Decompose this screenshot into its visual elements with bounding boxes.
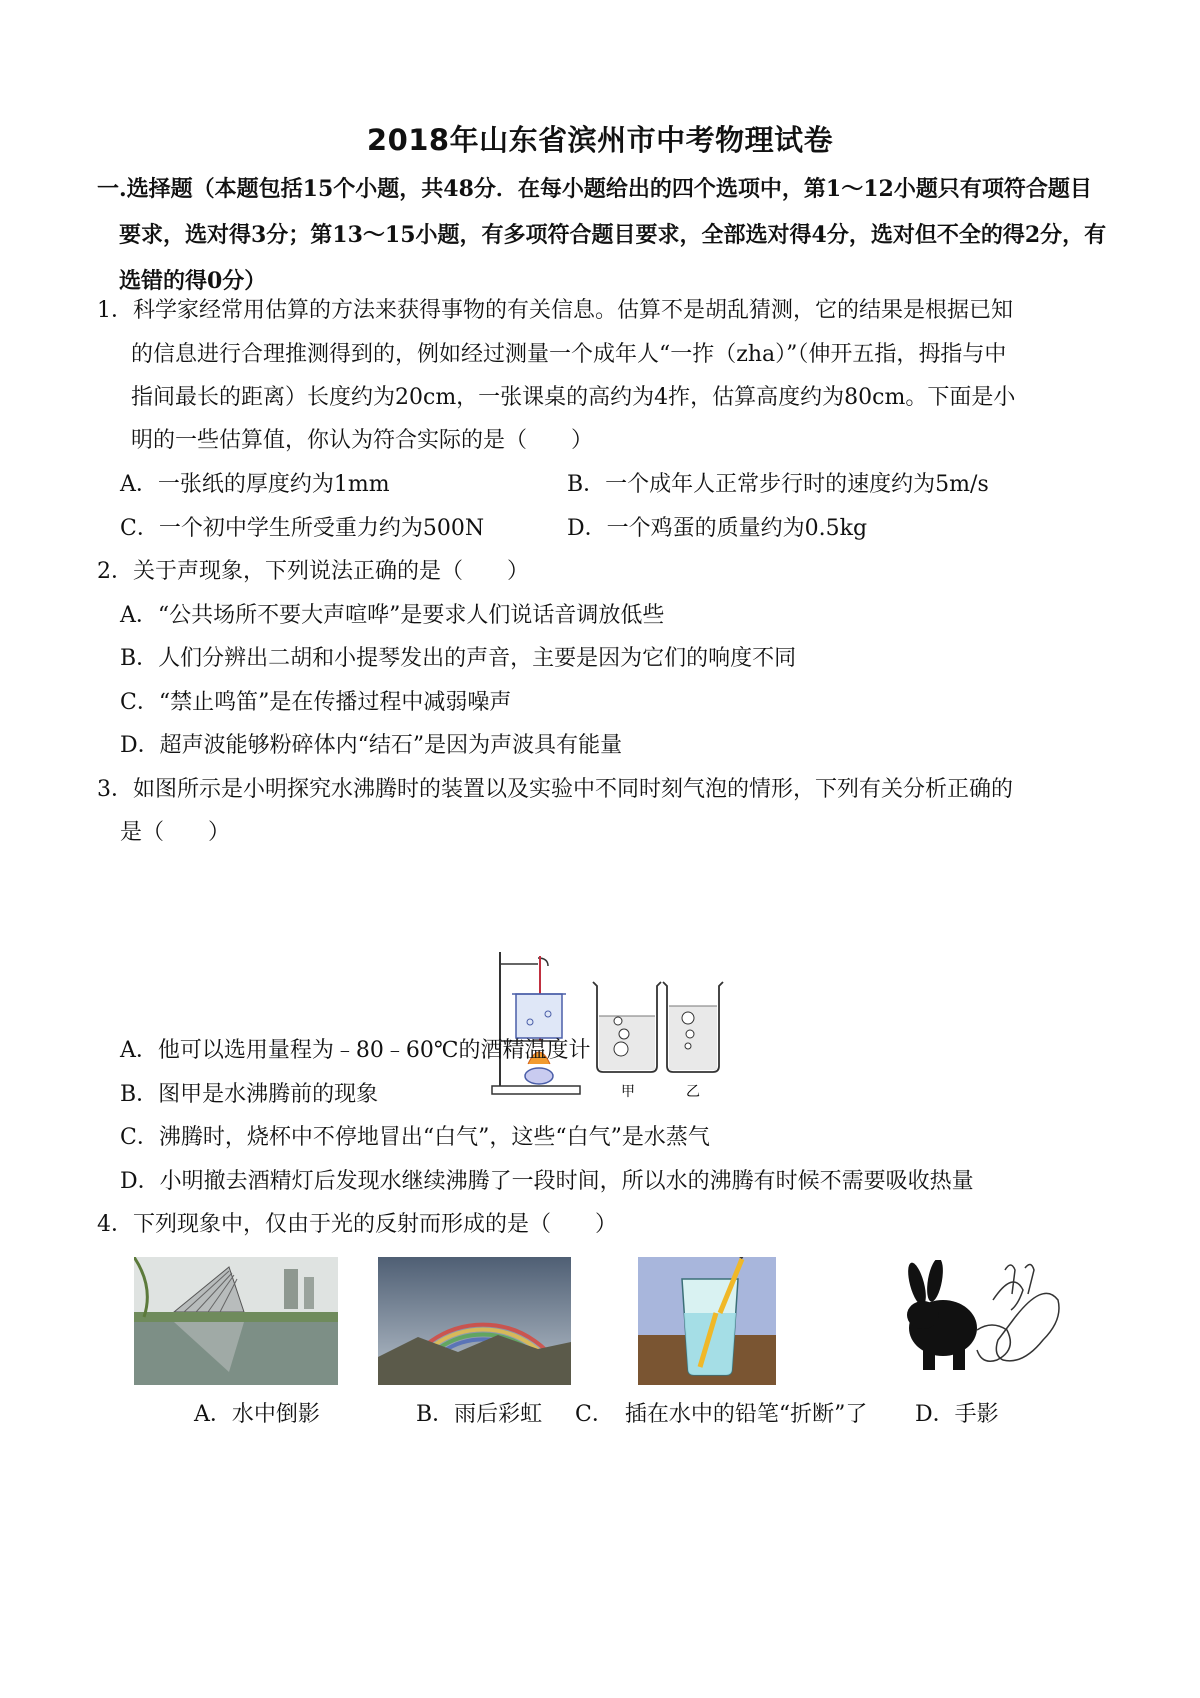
rainbow-photo — [378, 1257, 571, 1385]
q3-option-a: A．他可以选用量程为﹣80﹣60℃的酒精温度计 — [120, 1038, 591, 1063]
pencil-in-water-photo — [638, 1257, 776, 1385]
q3-option-b: B．图甲是水沸腾前的现象 — [120, 1082, 379, 1107]
q4-caption-a: A．水中倒影 — [194, 1402, 320, 1427]
q3-option-d: D．小明撤去酒精灯后发现水继续沸腾了一段时间，所以水的沸腾有时候不需要吸收热量 — [120, 1169, 974, 1194]
q1-line-3: 指间最长的距离）长度约为20cm，一张课桌的高约为4拃，估算高度约为80cm。下面是小 — [131, 385, 1016, 410]
q3-line-2: 是（ ） — [120, 820, 231, 845]
q1-line-4: 明的一些估算值，你认为符合实际的是（ ） — [131, 428, 594, 453]
figure-label-jia: 甲 — [621, 1084, 635, 1100]
q3-option-c: C．沸腾时，烧杯中不停地冒出“白气”，这些“白气”是水蒸气 — [120, 1125, 710, 1150]
reflection-photo — [134, 1257, 338, 1385]
hand-shadow-image — [893, 1260, 1075, 1388]
q2-option-a: A．“公共场所不要大声喧哗”是要求人们说话音调放低些 — [120, 603, 665, 628]
q1-line-2: 的信息进行合理推测得到的，例如经过测量一个成年人“一拃（zha）”（伸开五指，拇指与中 — [131, 342, 1007, 367]
q2-option-b: B．人们分辨出二胡和小提琴发出的声音，主要是因为它们的响度不同 — [120, 646, 797, 671]
q4-caption-d: D．手影 — [915, 1402, 999, 1427]
q1-option-b: B．一个成年人正常步行时的速度约为5m/s — [567, 472, 989, 497]
q1-option-c: C．一个初中学生所受重力约为500N — [120, 516, 485, 541]
q4-stem: 4．下列现象中，仅由于光的反射而形成的是（ ） — [97, 1212, 617, 1237]
q3-line-1: 3．如图所示是小明探究水沸腾时的装置以及实验中不同时刻气泡的情形，下列有关分析正确的 — [97, 777, 1014, 802]
q4-caption-c: C． 插在水中的铅笔“折断”了 — [575, 1402, 868, 1427]
section-heading: 一.选择题（本题包括15个小题，共48分．在每小题给出的四个选项中，第1～12小题只有项符合题目要求，选对得3分；第13～15小题，有多项符合题目要求，全部选对得4分，选对但不全的得2分，有选错的得0分） — [97, 176, 1107, 294]
page-title: 2018年山东省滨州市中考物理试卷 — [366, 123, 834, 157]
q1-option-a: A．一张纸的厚度约为1mm — [120, 472, 390, 497]
q2-option-d: D．超声波能够粉碎体内“结石”是因为声波具有能量 — [120, 733, 623, 758]
boiling-apparatus-figure — [478, 946, 728, 1106]
q2-option-c: C．“禁止鸣笛”是在传播过程中减弱噪声 — [120, 690, 512, 715]
figure-label-yi: 乙 — [686, 1084, 700, 1100]
q2-stem: 2．关于声现象，下列说法正确的是（ ） — [97, 559, 529, 584]
q4-caption-b: B．雨后彩虹 — [416, 1402, 543, 1427]
q1-line-1: 1．科学家经常用估算的方法来获得事物的有关信息。估算不是胡乱猜测，它的结果是根据已知 — [97, 298, 1014, 323]
q1-option-d: D．一个鸡蛋的质量约为0.5kg — [567, 516, 868, 541]
